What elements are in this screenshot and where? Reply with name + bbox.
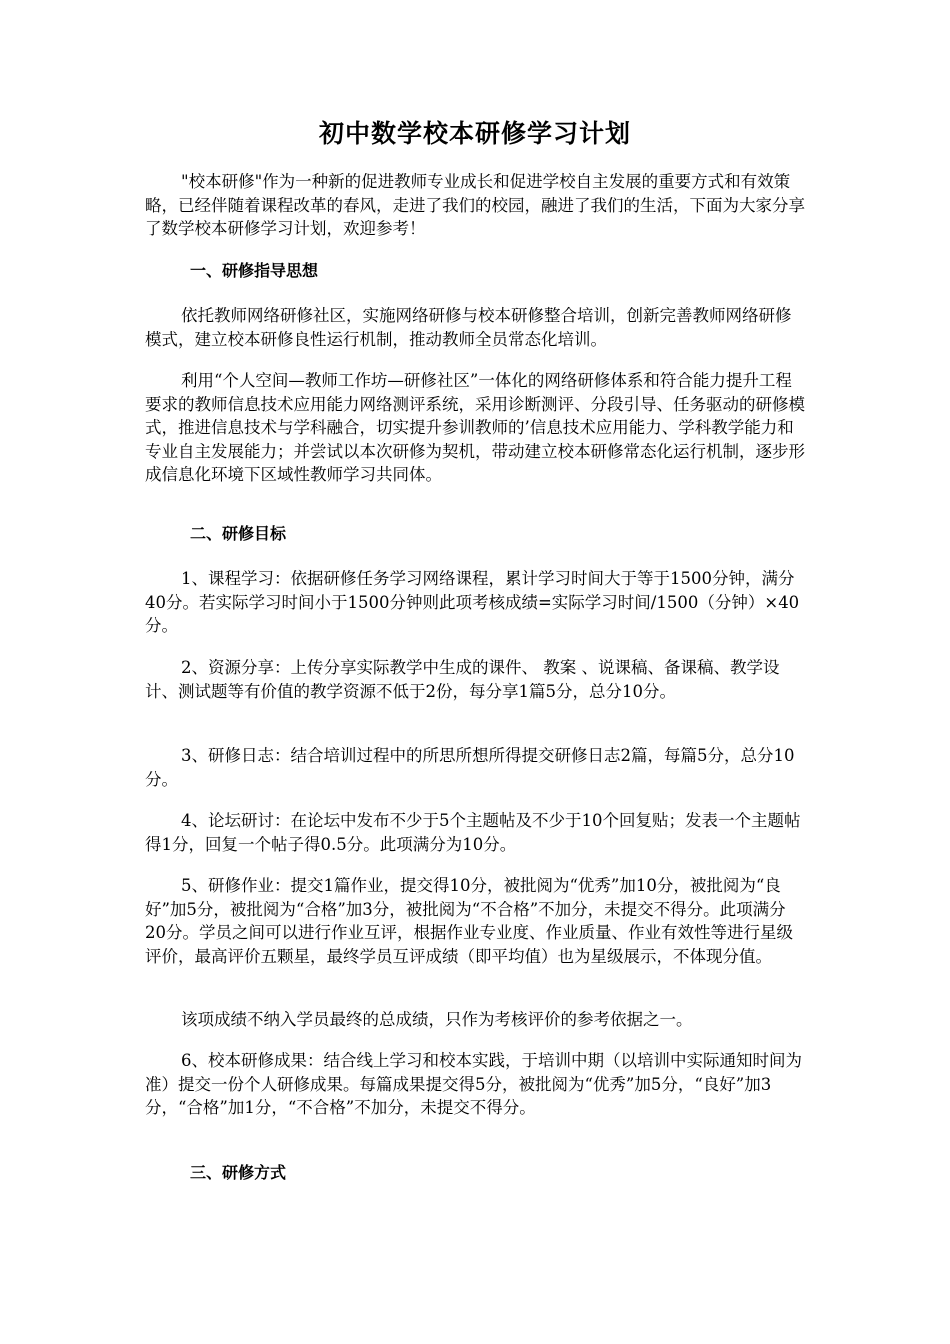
paragraph-goal-note: 该项成绩不纳入学员最终的总成绩，只作为考核评价的参考依据之一。 [181, 1010, 693, 1029]
section-heading-methods: 三、研修方式 [190, 1163, 287, 1182]
intro-paragraph: "校本研修"作为一种新的促进教师专业成长和促进学校自主发展的重要方式和有效策略，已经伴随着课程改革的春风，走进了我们的校园，融进了我们的生活，下面为大家分享了数学校本研修学习计划，欢迎参考！ [145, 172, 805, 238]
paragraph-goal-training-log: 3、研修日志：结合培训过程中的所思所想所得提交研修日志2篇，每篇5分，总分10分。 [145, 746, 795, 789]
paragraph-goal-course-study: 1、课程学习：依据研修任务学习网络课程，累计学习时间大于等于1500分钟，满分40分。若实际学习时间小于1500分钟则此项考核成绩=实际学习时间/1500（分钟）×40分。 [145, 569, 800, 635]
paragraph-goal-forum: 4、论坛研讨：在论坛中发布不少于5个主题帖及不少于10个回复贴；发表一个主题帖得1分，回复一个帖子得0.5分。此项满分为10分。 [145, 811, 801, 854]
document-title: 初中数学校本研修学习计划 [318, 119, 631, 148]
section-heading-goals: 二、研修目标 [190, 524, 287, 543]
paragraph-goal-results: 6、校本研修成果：结合线上学习和校本实践，于培训中期（以培训中实际通知时间为准）提交一份个人研修成果。每篇成果提交得5分，被批阅为“优秀”加5分，“良好”加3分，“合格”加1分，“不合格”不加分，未提交不得分。 [145, 1051, 802, 1117]
paragraph-guiding-1: 依托教师网络研修社区，实施网络研修与校本研修整合培训，创新完善教师网络研修模式，建立校本研修良性运行机制，推动教师全员常态化培训。 [145, 306, 792, 349]
paragraph-guiding-2: 利用“个人空间—教师工作坊—研修社区”一体化的网络研修体系和符合能力提升工程要求的教师信息技术应用能力网络测评系统，采用诊断测评、分段引导、任务驱动的研修模式，推进信息技术与学科融合，切实提升参训教师的’信息技术应用能力、学科教学能力和专业自主发展能力；并尝试以本次研修为契机，带动建立校本研修常态化运行机制，逐步形成信息化环境下区域性教师学习共同体。 [145, 371, 805, 484]
paragraph-goal-resource-sharing: 2、资源分享：上传分享实际教学中生成的课件、 教案 、说课稿、备课稿、教学设计、测试题等有价值的教学资源不低于2份，每分享1篇5分，总分10分。 [145, 658, 780, 701]
paragraph-goal-assignment: 5、研修作业：提交1篇作业，提交得10分，被批阅为“优秀”加10分，被批阅为“良好”加5分，被批阅为“合格”加3分，被批阅为“不合格”不加分，未提交不得分。此项满分20分。学员之间可以进行作业互评，根据作业专业度、作业质量、作业有效性等进行星级评价，最高评价五颗星，最终学员互评成绩（即平均值）也为星级展示，不体现分值。 [145, 876, 793, 966]
section-heading-guiding-thought: 一、研修指导思想 [190, 261, 319, 280]
